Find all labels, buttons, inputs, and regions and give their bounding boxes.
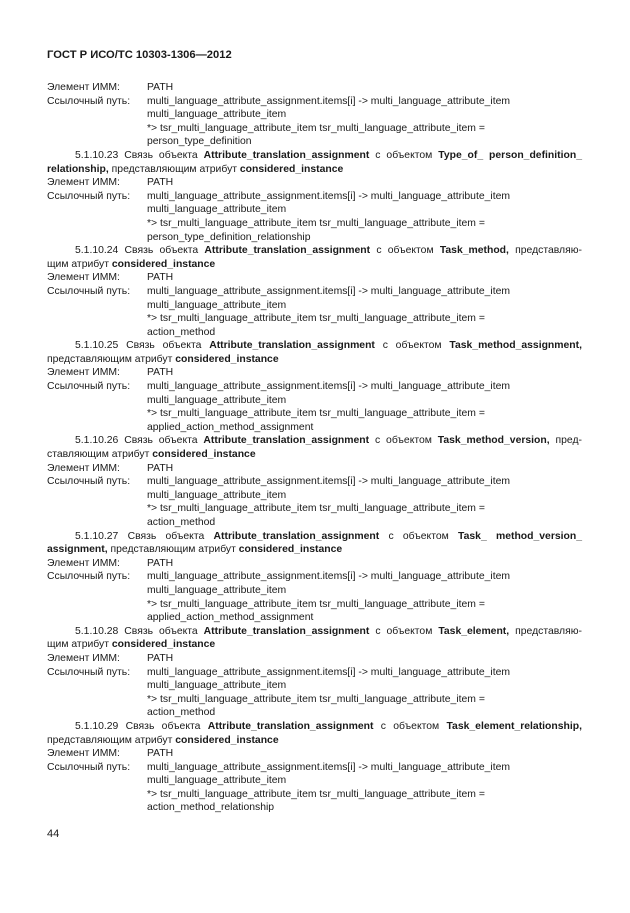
mapping-section — [47, 149, 582, 244]
heading-text: 5.1.10.28 Связь объекта — [75, 625, 204, 637]
path-line: multi_language_attribute_item — [147, 775, 287, 787]
document-header-title: ГОСТ Р ИСО/ТС 10303-1306—2012 — [47, 49, 232, 61]
path-line: multi_language_attribute_assignment.items[i] -> multi_language_attribute_item — [147, 190, 511, 202]
path-row — [47, 570, 582, 584]
heading-text: с объектом — [370, 245, 440, 257]
element-label: Элемент ИММ: — [47, 462, 120, 474]
path-line: multi_language_attribute_assignment.items[i] -> multi_language_attribute_item — [147, 476, 511, 488]
path-line: multi_language_attribute_item — [147, 584, 287, 596]
heading-text: с объектом — [369, 625, 439, 637]
path-line: multi_language_attribute_item — [147, 299, 287, 311]
path-line: multi_language_attribute_assignment.items[i] -> multi_language_attribute_item — [147, 666, 511, 678]
element-value: PATH — [147, 557, 174, 569]
heading-text: 5.1.10.26 Связь объекта — [75, 435, 204, 447]
mapping-section — [47, 339, 582, 434]
element-label: Элемент ИММ: — [47, 272, 120, 284]
element-label: Элемент ИММ: — [47, 748, 120, 760]
heading-text: представляю- — [509, 625, 582, 637]
document-body — [47, 81, 582, 815]
element-value: PATH — [147, 367, 174, 379]
heading-text: 5.1.10.27 Связь объекта — [75, 530, 214, 542]
path-label: Ссылочный путь: — [47, 761, 131, 773]
element-label: Элемент ИММ: — [47, 367, 120, 379]
element-row — [47, 652, 582, 666]
path-row — [47, 95, 582, 109]
heading-text: щим атрибут — [47, 258, 112, 270]
path-line: *> tsr_multi_language_attribute_item tsr_multi_language_attribute_item = — [147, 122, 485, 134]
path-line: multi_language_attribute_item — [147, 489, 287, 501]
path-line: multi_language_attribute_item — [147, 204, 287, 216]
element-label: Элемент ИММ: — [47, 557, 120, 569]
path-line: *> tsr_multi_language_attribute_item tsr_multi_language_attribute_item = — [147, 598, 485, 610]
element-row — [47, 747, 582, 761]
path-row — [47, 285, 582, 299]
element-row — [47, 176, 582, 190]
path-line: *> tsr_multi_language_attribute_item tsr_multi_language_attribute_item = — [147, 408, 485, 420]
section-heading-continuation — [47, 448, 582, 462]
heading-bold-term: Attribute_translation_assignment — [203, 625, 370, 637]
path-label: Ссылочный путь: — [47, 666, 131, 678]
path-line: person_type_definition_relationship — [147, 231, 311, 243]
path-line: multi_language_attribute_assignment.items[i] -> multi_language_attribute_item — [147, 381, 511, 393]
heading-bold-term: Attribute_translation_assignment — [209, 340, 375, 352]
element-row — [47, 557, 582, 571]
path-line: multi_language_attribute_assignment.items[i] -> multi_language_attribute_item — [147, 571, 511, 583]
path-label: Ссылочный путь: — [47, 381, 131, 393]
element-value: PATH — [147, 82, 174, 93]
heading-text: представляю- — [508, 245, 582, 257]
path-line: action_method — [147, 326, 216, 338]
heading-text: с объектом — [369, 149, 439, 161]
heading-bold-term: Task_element, — [438, 625, 510, 637]
mapping-sections — [47, 149, 582, 815]
mapping-section — [47, 720, 582, 815]
element-value: PATH — [147, 652, 174, 664]
heading-bold-term: Attribute_translation_assignment — [203, 149, 370, 161]
element-value: PATH — [147, 177, 174, 189]
section-heading-continuation — [47, 353, 582, 367]
heading-bold-term: Task_method_version, — [437, 435, 550, 447]
section-heading-continuation — [47, 163, 582, 177]
heading-text: 5.1.10.29 Связь объекта — [75, 720, 208, 732]
section-heading — [47, 339, 582, 353]
section-heading-continuation — [47, 258, 582, 272]
path-line: *> tsr_multi_language_attribute_item tsr_multi_language_attribute_item = — [147, 217, 485, 229]
path-label: Ссылочный путь: — [47, 285, 131, 297]
path-line: applied_action_method_assignment — [147, 421, 314, 433]
path-line: *> tsr_multi_language_attribute_item tsr_multi_language_attribute_item = — [147, 693, 485, 705]
element-row — [47, 462, 582, 476]
heading-bold-term: Task_method_assignment, — [449, 340, 582, 352]
path-row — [47, 475, 582, 489]
section-heading — [47, 720, 582, 734]
heading-bold-term: Attribute_translation_assignment — [207, 720, 374, 732]
element-row — [47, 271, 582, 285]
section-heading — [47, 434, 582, 448]
path-label: Ссылочный путь: — [47, 476, 131, 488]
path-label: Ссылочный путь: — [47, 571, 131, 583]
path-row — [47, 190, 582, 204]
path-line: *> tsr_multi_language_attribute_item tsr_multi_language_attribute_item = — [147, 503, 485, 515]
path-label: Ссылочный путь: — [47, 95, 131, 107]
element-label: Элемент ИММ: — [47, 652, 120, 664]
heading-bold-term: considered_instance — [152, 449, 256, 461]
section-heading-continuation — [47, 734, 582, 748]
path-label: Ссылочный путь: — [47, 190, 131, 202]
path-line: action_method_relationship — [147, 802, 275, 814]
element-value: PATH — [147, 462, 174, 474]
heading-text: представляющим атрибут — [47, 734, 176, 746]
section-heading-continuation — [47, 543, 582, 557]
heading-bold-term: considered_instance — [175, 734, 279, 746]
section-heading — [47, 244, 582, 258]
path-row — [47, 380, 582, 394]
heading-text: 5.1.10.23 Связь объекта — [75, 149, 204, 161]
heading-text: пред- — [549, 435, 582, 447]
element-label: Элемент ИММ: — [47, 82, 120, 93]
heading-text: 5.1.10.24 Связь объекта — [75, 245, 205, 257]
heading-text: представляющим атрибут — [107, 544, 239, 556]
heading-bold-term: considered_instance — [111, 639, 216, 651]
path-line: applied_action_method_assignment — [147, 612, 314, 624]
heading-bold-term: considered_instance — [238, 544, 343, 556]
heading-bold-term: considered_instance — [175, 353, 279, 365]
path-line: person_type_definition — [147, 136, 252, 148]
heading-bold-term: Task_method, — [439, 245, 509, 257]
element-row — [47, 366, 582, 380]
heading-bold-term: Attribute_translation_assignment — [203, 435, 370, 447]
heading-bold-term: Task_element_relationship, — [446, 720, 582, 732]
section-heading — [47, 625, 582, 639]
heading-text: с объектом — [369, 435, 438, 447]
path-line: multi_language_attribute_item — [147, 394, 287, 406]
heading-bold-term: relationship, — [47, 163, 109, 175]
path-row — [47, 666, 582, 680]
mapping-section — [47, 434, 582, 529]
element-row — [47, 81, 582, 95]
heading-bold-term: assignment, — [47, 544, 108, 556]
path-line: multi_language_attribute_item — [147, 109, 287, 121]
heading-bold-term: considered_instance — [239, 163, 344, 175]
section-heading-continuation — [47, 638, 582, 652]
section-heading — [47, 530, 582, 544]
heading-text: представляющим атрибут — [108, 163, 240, 175]
mapping-section — [47, 244, 582, 339]
element-label: Элемент ИММ: — [47, 177, 120, 189]
path-row — [47, 761, 582, 775]
heading-text: с объектом — [379, 530, 459, 542]
page-number: 44 — [47, 828, 60, 840]
heading-bold-term: considered_instance — [111, 258, 216, 270]
path-line: action_method — [147, 517, 216, 528]
heading-text: ставляющим атрибут — [47, 449, 153, 461]
heading-bold-term: Attribute_translation_assignment — [213, 530, 380, 542]
lead-entry — [47, 81, 582, 149]
heading-bold-term: Task_ method_version_ — [458, 530, 582, 542]
mapping-section — [47, 625, 582, 720]
path-line: multi_language_attribute_assignment.items[i] -> multi_language_attribute_item — [147, 761, 511, 773]
element-value: PATH — [147, 272, 174, 284]
mapping-section — [47, 530, 582, 625]
path-line: multi_language_attribute_item — [147, 680, 287, 692]
heading-bold-term: Attribute_translation_assignment — [204, 245, 371, 257]
heading-text: представляющим атрибут — [47, 353, 176, 365]
path-line: action_method — [147, 707, 216, 719]
heading-text: с объектом — [374, 340, 450, 352]
heading-text: с объектом — [373, 720, 447, 732]
path-line: *> tsr_multi_language_attribute_item tsr_multi_language_attribute_item = — [147, 788, 485, 800]
section-heading — [47, 149, 582, 163]
heading-text: щим атрибут — [47, 639, 112, 651]
path-line: *> tsr_multi_language_attribute_item tsr_multi_language_attribute_item = — [147, 313, 485, 325]
heading-bold-term: Type_of_ person_definition_ — [438, 149, 582, 161]
path-line: multi_language_attribute_assignment.items[i] -> multi_language_attribute_item — [147, 95, 511, 107]
element-value: PATH — [147, 748, 174, 760]
heading-text: 5.1.10.25 Связь объекта — [75, 340, 210, 352]
path-line: multi_language_attribute_assignment.items[i] -> multi_language_attribute_item — [147, 285, 511, 297]
